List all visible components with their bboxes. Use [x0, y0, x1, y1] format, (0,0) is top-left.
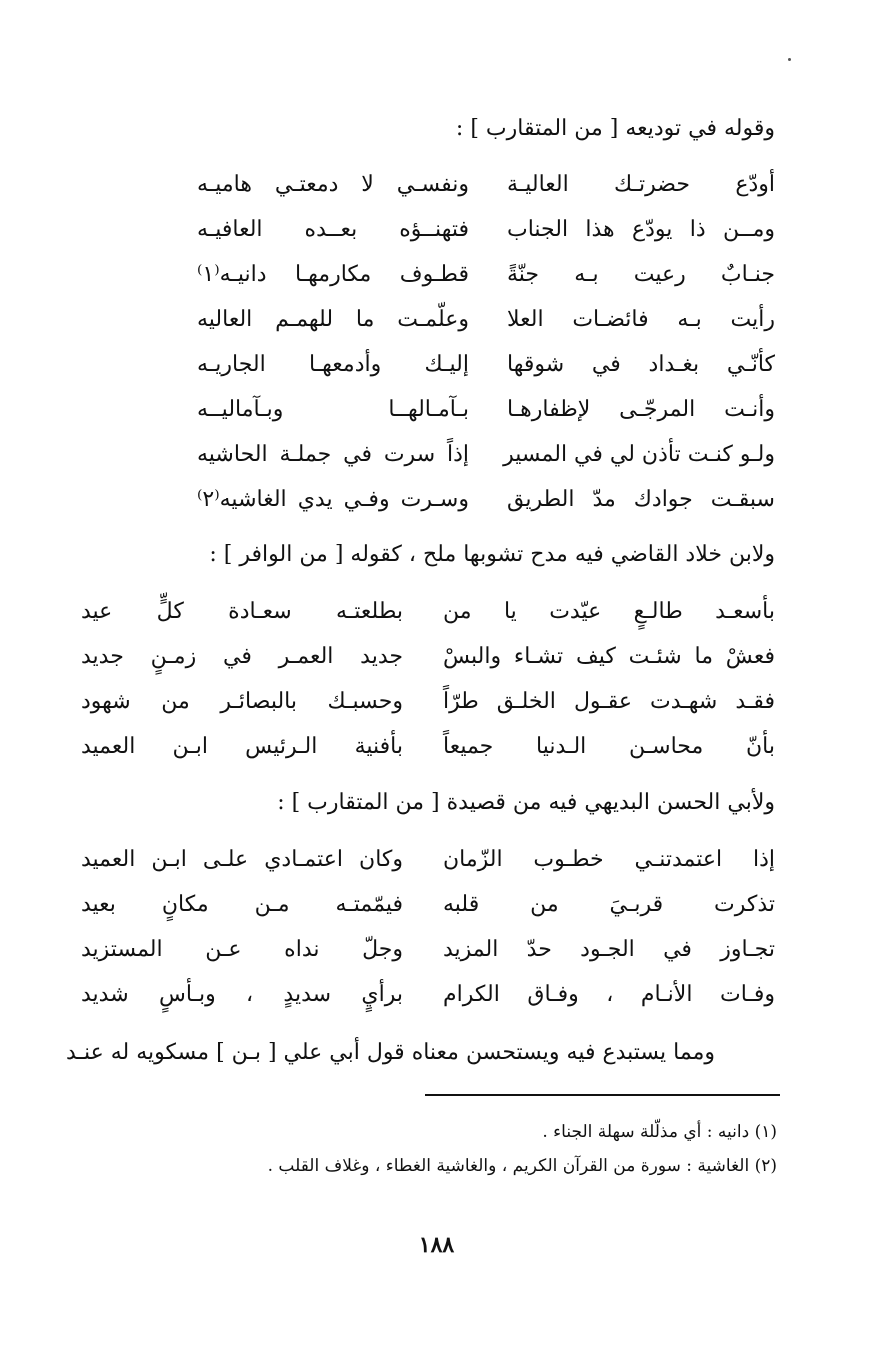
verse-second-hemistich: قطـوف مكارمهـا دانيـه⁽١⁾	[197, 262, 469, 287]
verse-row	[81, 635, 775, 679]
verse-row	[197, 433, 775, 477]
verse-row	[81, 928, 775, 972]
closing-line: ومما يستبدع فيه ويستحسن معناه قول أبي علي [ بـن ] مسكويه له عنـد	[65, 1040, 715, 1065]
speck	[788, 58, 791, 61]
verse-row	[197, 478, 775, 522]
verse-row	[81, 725, 775, 769]
intro-line-2: ولابن خلاد القاضي فيه مدح تشوبها ملح ، كقوله [ من الوافر ] :	[209, 542, 775, 567]
verse-first-hemistich: أودّع حضرتـك العاليـة	[507, 172, 775, 197]
verse-first-hemistich: كأنّـي بغـداد في شوقها	[507, 352, 775, 377]
footnote-2: (٢) الغاشية : سورة من القرآن الكريم ، والغاشية الغطاء ، وغلاف القلب .	[267, 1156, 777, 1176]
page-number: ١٨٨	[418, 1232, 455, 1258]
verse-first-hemistich: رأيت بـه فائضـات العلا	[507, 307, 775, 332]
verse-first-hemistich: إذا اعتمدتنـي خطـوب الزّمان	[443, 847, 775, 872]
verse-first-hemistich: فعشْ ما شئـت كيف تشـاء والبسْ	[443, 644, 775, 669]
verse-row	[81, 680, 775, 724]
verse-row	[81, 590, 775, 634]
verse-second-hemistich: بطلعتـه سعـادة كلٍّ عيد	[81, 599, 403, 624]
verse-row	[197, 388, 775, 432]
verse-first-hemistich: تذكرت قربـيَ من قلبه	[443, 892, 775, 917]
verse-row	[197, 298, 775, 342]
verse-row	[197, 208, 775, 252]
verse-second-hemistich: إذاً سرت في جملـة الحاشيه	[197, 442, 469, 467]
intro-line-3: ولأبي الحسن البديهي فيه من قصيدة [ من المتقارب ] :	[277, 790, 775, 815]
verse-second-hemistich: فيمّمتـه مـن مكانٍ بعيد	[81, 892, 403, 917]
verse-second-hemistich: وحسبـك بالبصائـر من شهود	[81, 689, 403, 714]
verse-second-hemistich: فتهنــؤه بعــده العافيـه	[197, 217, 469, 242]
verse-second-hemistich: بـآمـالهــا وبـآماليــه	[197, 397, 469, 422]
verse-first-hemistich: سبقـت جوادك مدّ الطريق	[507, 487, 775, 512]
verse-first-hemistich: جنـابٌ رعيت بـه جنّةً	[507, 262, 775, 287]
verse-row	[197, 253, 775, 297]
verse-second-hemistich: وجلّ نداه عـن المستزيد	[81, 937, 403, 962]
verse-first-hemistich: فقـد شهـدت عقـول الخلـق طرّاً	[443, 689, 775, 714]
footnote-separator	[425, 1094, 780, 1096]
verse-row	[197, 163, 775, 207]
verse-first-hemistich: تجـاوز في الجـود حدّ المزيد	[443, 937, 775, 962]
verse-row	[81, 883, 775, 927]
verse-first-hemistich: بأسعـد طالـعٍ عيّدت يا من	[443, 599, 775, 624]
verse-second-hemistich: وكان اعتمـادي علـى ابـن العميد	[81, 847, 403, 872]
verse-second-hemistich: ونفسـي لا دمعتـي هاميـه	[197, 172, 469, 197]
verse-second-hemistich: بأفنية الـرئيس ابـن العميد	[81, 734, 403, 759]
intro-line-1: وقوله في توديعه [ من المتقارب ] :	[455, 116, 775, 141]
verse-row	[197, 343, 775, 387]
verse-first-hemistich: بأنّ محاسـن الـدنيا جميعاً	[443, 734, 775, 759]
verse-first-hemistich: وأنـت المرجّـى لإظفارهـا	[507, 397, 775, 422]
verse-second-hemistich: إليـك وأدمعهـا الجاريـه	[197, 352, 469, 377]
verse-row	[81, 838, 775, 882]
verse-second-hemistich: برأيٍ سديدٍ ، وبـأسٍ شديد	[81, 982, 403, 1007]
verse-second-hemistich: وسـرت وفـي يدي الغاشيه⁽٢⁾	[197, 487, 469, 512]
verse-second-hemistich: وعلّمـت ما للهمـم العاليه	[197, 307, 469, 332]
verse-first-hemistich: ولـو كنـت تأذن لي في المسير	[503, 442, 775, 467]
verse-first-hemistich: وفـات الأنـام ، وفـاق الكرام	[443, 982, 775, 1007]
footnote-1: (١) دانيه : أي مذلّلة سهلة الجناء .	[542, 1122, 777, 1142]
verse-second-hemistich: جديد العمـر في زمـنٍ جديد	[81, 644, 403, 669]
verse-first-hemistich: ومــن ذا يودّع هذا الجناب	[507, 217, 775, 242]
verse-row	[81, 973, 775, 1017]
